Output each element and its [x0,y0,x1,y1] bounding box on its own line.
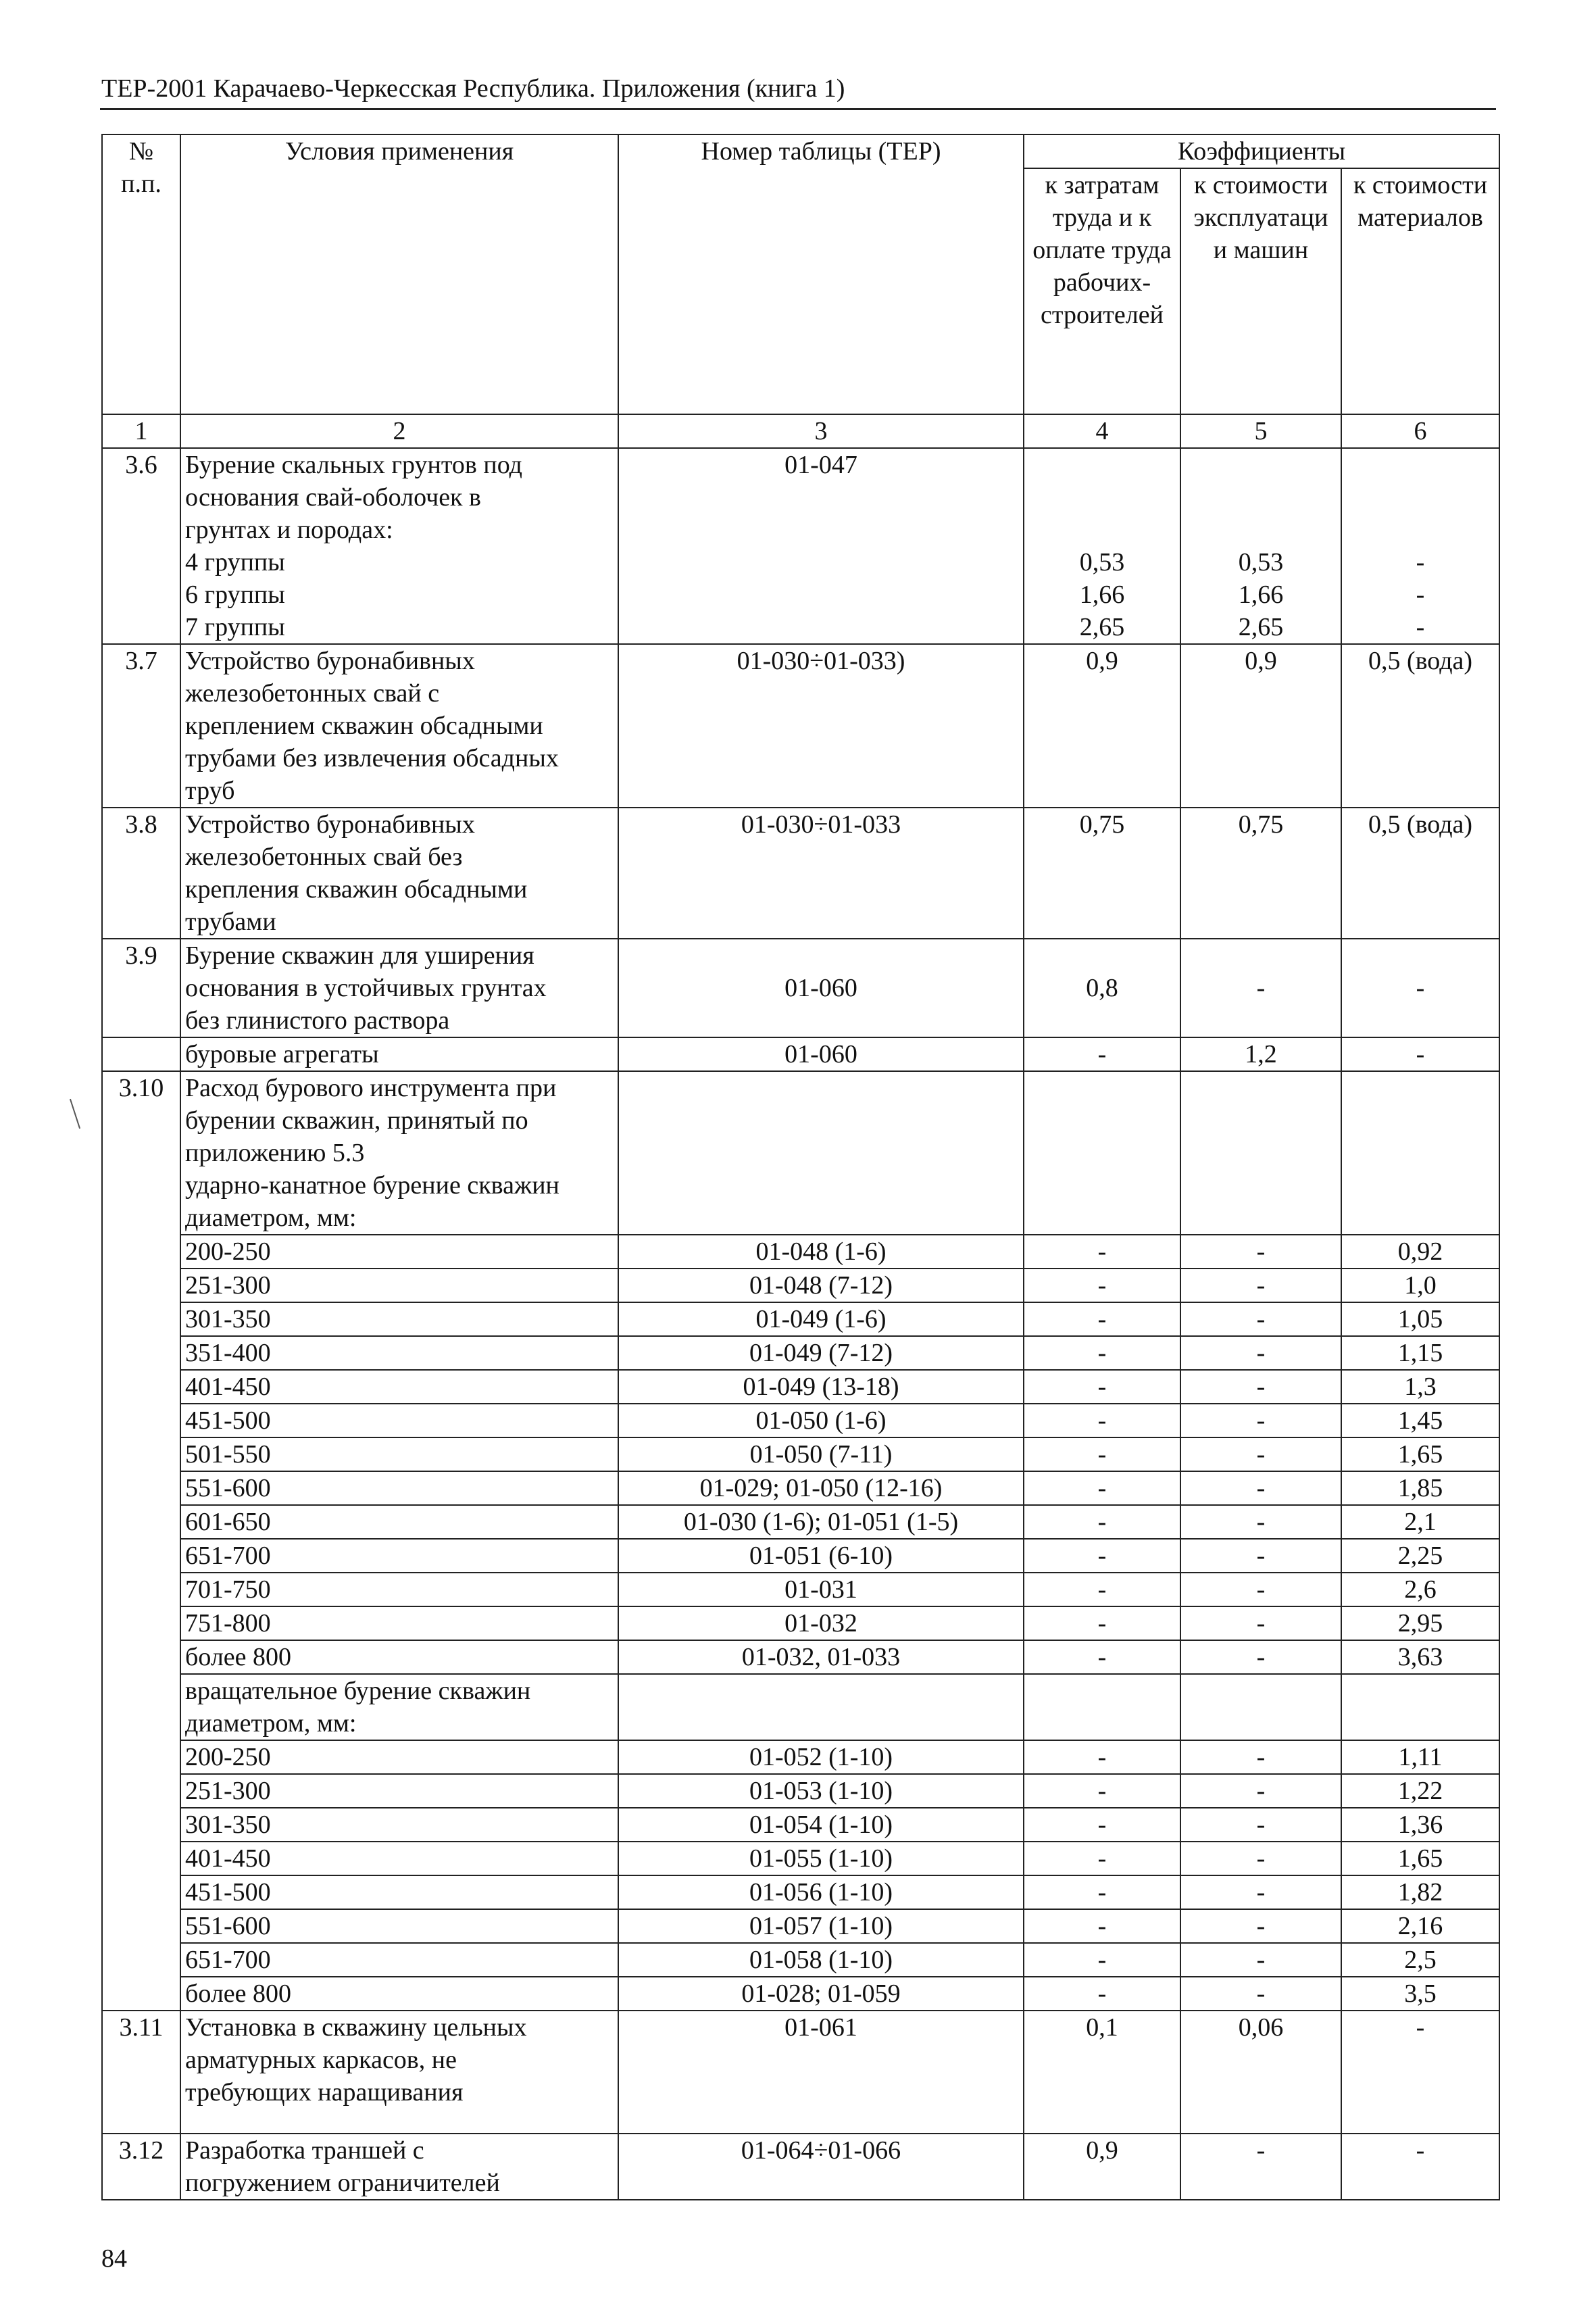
row-machine-coef: - [1180,1909,1341,1943]
row-table-number: 01-057 (1-10) [618,1909,1024,1943]
row-num [102,1235,180,1269]
row-labor-coef: - [1024,1875,1180,1909]
row-machine-coef: - [1180,1235,1341,1269]
table-row [102,1235,1499,1269]
row-machine-coef: - [1180,1774,1341,1808]
row-machine-coef: - [1180,1336,1341,1370]
row-num [102,1674,180,1740]
row-machine-coef: 1,2 [1180,1037,1341,1071]
row-table-number: 01-051 (6-10) [618,1539,1024,1573]
table-row [102,1808,1499,1842]
row-material-coef: 2,25 [1341,1539,1499,1573]
row-num [102,1640,180,1674]
row-labor-coef: - [1024,1842,1180,1875]
row-conditions: 351-400 [180,1336,618,1370]
table-row [102,1909,1499,1943]
row-machine-coef: - [1180,1842,1341,1875]
table-row [102,1606,1499,1640]
page-number: 84 [101,2244,127,2273]
row-machine-coef: - [1180,1875,1341,1909]
row-machine-coef: 0,9 [1180,644,1341,808]
row-conditions: 251-300 [180,1269,618,1302]
row-material-coef: - [1341,2011,1499,2134]
table-row [102,1875,1499,1909]
row-material-coef: 3,5 [1341,1977,1499,2011]
row-labor-coef: - [1024,1471,1180,1505]
row-conditions: Установка в скважину цельных арматурных каркасов, не требующих наращивания [180,2011,618,2134]
row-table-number: 01-060 [618,939,1024,1037]
row-labor-coef: - [1024,1977,1180,2011]
row-machine-coef: - [1180,1269,1341,1302]
row-conditions: 701-750 [180,1573,618,1606]
row-labor-coef: 0,75 [1024,808,1180,939]
row-conditions: 401-450 [180,1370,618,1404]
header-rule [100,108,1496,110]
table-row-3-7 [102,644,1499,808]
row-labor-coef: - [1024,1269,1180,1302]
row-labor-coef: - [1024,1505,1180,1539]
row-machine-coef: - [1180,1471,1341,1505]
row-conditions: Бурение скважин для уширения основания в устойчивых грунтах без глинистого раствора [180,939,618,1037]
row-material-coef: 1,45 [1341,1404,1499,1437]
row-labor-coef: 0,53 1,66 2,65 [1024,448,1180,644]
row-num: 3.9 [102,939,180,1037]
row-conditions: 601-650 [180,1505,618,1539]
row-labor-coef: - [1024,1302,1180,1336]
table-row [102,1573,1499,1606]
row-machine-coef: 0,53 1,66 2,65 [1180,448,1341,644]
table-row [102,1404,1499,1437]
row-conditions: Устройство буронабивных железобетонных свай без крепления скважин обсадными трубами [180,808,618,939]
row-labor-coef: - [1024,1606,1180,1640]
row-material-coef: 3,63 [1341,1640,1499,1674]
row-material-coef: - [1341,2134,1499,2200]
row-machine-coef: - [1180,1404,1341,1437]
row-num [102,1370,180,1404]
row-num [102,1842,180,1875]
row-machine-coef: - [1180,1370,1341,1404]
row-conditions: Расход бурового инструмента при бурении скважин, принятый по приложению 5.3 ударно-канатное бурение скважин диаметром, мм: [180,1071,618,1235]
row-table-number: 01-048 (1-6) [618,1235,1024,1269]
table-row [102,1943,1499,1977]
row-material-coef: - [1341,1037,1499,1071]
row-material-coef: 1,0 [1341,1269,1499,1302]
table-row [102,1269,1499,1302]
row-material-coef: 2,1 [1341,1505,1499,1539]
row-material-coef: 1,82 [1341,1875,1499,1909]
table-row-3-6 [102,448,1499,644]
row-table-number: 01-054 (1-10) [618,1808,1024,1842]
row-conditions: 451-500 [180,1875,618,1909]
row-table-number: 01-060 [618,1037,1024,1071]
row-labor-coef: - [1024,1808,1180,1842]
row-num [102,1808,180,1842]
row-material-coef: 2,95 [1341,1606,1499,1640]
row-machine-coef: - [1180,1606,1341,1640]
table-row [102,1370,1499,1404]
row-num [102,1302,180,1336]
row-num [102,1573,180,1606]
row-material-coef: 2,5 [1341,1943,1499,1977]
table-row [102,1302,1499,1336]
row-material-coef: - [1341,939,1499,1037]
row-machine-coef: 0,06 [1180,2011,1341,2134]
row-num: 3.12 [102,2134,180,2200]
row-labor-coef: - [1024,1539,1180,1573]
row-machine-coef: 0,75 [1180,808,1341,939]
row-labor-coef: - [1024,1909,1180,1943]
row-labor-coef: - [1024,1943,1180,1977]
row-conditions: 200-250 [180,1740,618,1774]
row-conditions: 551-600 [180,1909,618,1943]
row-material-coef: - - - [1341,448,1499,644]
colnum: 6 [1341,414,1499,448]
colnum: 2 [180,414,618,448]
row-table-number: 01-053 (1-10) [618,1774,1024,1808]
row-num [102,1404,180,1437]
row-conditions: более 800 [180,1977,618,2011]
row-labor-coef: 0,8 [1024,939,1180,1037]
header-coefficients: Коэффициенты [1024,134,1499,168]
row-table-number: 01-030÷01-033) [618,644,1024,808]
row-conditions: 651-700 [180,1943,618,1977]
row-material-coef: 1,85 [1341,1471,1499,1505]
table-row [102,1437,1499,1471]
table-row-3-10 [102,1071,1499,1235]
table-row [102,1977,1499,2011]
row-machine-coef: - [1180,1640,1341,1674]
empty-cell [618,1674,1024,1740]
row-material-coef: 0,92 [1341,1235,1499,1269]
row-labor-coef: - [1024,1235,1180,1269]
table-row [102,1842,1499,1875]
row-num [102,1037,180,1071]
row-labor-coef: 0,1 [1024,2011,1180,2134]
row-conditions: 301-350 [180,1302,618,1336]
row-conditions: вращательное бурение скважин диаметром, мм: [180,1674,618,1740]
row-num [102,1471,180,1505]
row-table-number: 01-032, 01-033 [618,1640,1024,1674]
header-material-coef: к стоимости материалов [1341,168,1499,414]
row-material-coef: 1,05 [1341,1302,1499,1336]
row-conditions: 401-450 [180,1842,618,1875]
row-conditions: 501-550 [180,1437,618,1471]
row-labor-coef: - [1024,1037,1180,1071]
row-table-number: 01-061 [618,2011,1024,2134]
row-machine-coef: - [1180,2134,1341,2200]
header-table-number: Номер таблицы (ТЕР) [618,134,1024,414]
empty-cell [1024,1674,1180,1740]
table-row [102,1505,1499,1539]
row-material-coef: 2,6 [1341,1573,1499,1606]
row-table-number: 01-032 [618,1606,1024,1640]
row-material-coef: 1,15 [1341,1336,1499,1370]
colnum: 3 [618,414,1024,448]
row-labor-coef: - [1024,1774,1180,1808]
row-table-number: 01-058 (1-10) [618,1943,1024,1977]
row-labor-coef: - [1024,1437,1180,1471]
row-machine-coef: - [1180,1977,1341,2011]
row-conditions: Разработка траншей с погружением ограничителей [180,2134,618,2200]
row-conditions: 751-800 [180,1606,618,1640]
column-numbers-row [102,414,1499,448]
row-table-number: 01-028; 01-059 [618,1977,1024,2011]
row-material-coef: 0,5 (вода) [1341,644,1499,808]
row-num [102,1336,180,1370]
row-material-coef: 1,11 [1341,1740,1499,1774]
row-table-number: 01-055 (1-10) [618,1842,1024,1875]
row-table-number: 01-030 (1-6); 01-051 (1-5) [618,1505,1024,1539]
page-header: ТЕР-2001 Карачаево-Черкесская Республика. Приложения (книга 1) [101,74,845,103]
empty-cell [1341,1674,1499,1740]
row-material-coef: 2,16 [1341,1909,1499,1943]
row-conditions: 200-250 [180,1235,618,1269]
row-conditions: 251-300 [180,1774,618,1808]
row-labor-coef: - [1024,1573,1180,1606]
row-table-number: 01-049 (7-12) [618,1336,1024,1370]
empty-cell [1180,1674,1341,1740]
row-table-number: 01-030÷01-033 [618,808,1024,939]
row-num: 3.10 [102,1071,180,1235]
row-num: 3.11 [102,2011,180,2134]
row-conditions: 551-600 [180,1471,618,1505]
colnum: 5 [1180,414,1341,448]
coefficients-table [101,134,1500,2200]
row-material-coef: 1,36 [1341,1808,1499,1842]
row-labor-coef: - [1024,1336,1180,1370]
row-table-number: 01-048 (7-12) [618,1269,1024,1302]
row-table-number: 01-049 (1-6) [618,1302,1024,1336]
table-row [102,1640,1499,1674]
row-material-coef: 1,22 [1341,1774,1499,1808]
row-material-coef: 0,5 (вода) [1341,808,1499,939]
row-machine-coef: - [1180,1539,1341,1573]
row-num [102,1269,180,1302]
row-conditions: Устройство буронабивных железобетонных свай с креплением скважин обсадными трубами без извлечения обсадных труб [180,644,618,808]
row-machine-coef: - [1180,939,1341,1037]
row-material-coef: 1,65 [1341,1842,1499,1875]
header-labor-coef: к затратам труда и к оплате труда рабочих-строителей [1024,168,1180,414]
header-machine-coef: к стоимости эксплуатаци и машин [1180,168,1341,414]
row-labor-coef: - [1024,1740,1180,1774]
row-conditions: 451-500 [180,1404,618,1437]
header-conditions: Условия применения [180,134,618,414]
row-num: 3.7 [102,644,180,808]
row-num [102,1909,180,1943]
row-machine-coef: - [1180,1302,1341,1336]
row-conditions: более 800 [180,1640,618,1674]
row-machine-coef: - [1180,1505,1341,1539]
row-table-number: 01-031 [618,1573,1024,1606]
row-material-coef: 1,65 [1341,1437,1499,1471]
table-row [102,1336,1499,1370]
row-table-number: 01-050 (1-6) [618,1404,1024,1437]
row-machine-coef: - [1180,1573,1341,1606]
margin-mark [70,1099,80,1129]
row-labor-coef: - [1024,1404,1180,1437]
table-row-3-11 [102,2011,1499,2134]
row-labor-coef: - [1024,1370,1180,1404]
row-conditions: 651-700 [180,1539,618,1573]
row-conditions: 301-350 [180,1808,618,1842]
table-row-3-9 [102,939,1499,1037]
row-num [102,1437,180,1471]
row-conditions: буровые агрегаты [180,1037,618,1071]
row-table-number: 01-047 [618,448,1024,644]
row-table-number: 01-050 (7-11) [618,1437,1024,1471]
row-machine-coef: - [1180,1437,1341,1471]
row-num: 3.6 [102,448,180,644]
row-labor-coef: 0,9 [1024,2134,1180,2200]
row-machine-coef: - [1180,1740,1341,1774]
row-num [102,1943,180,1977]
table-row-3-8 [102,808,1499,939]
row-conditions: Бурение скальных грунтов под основания свай-оболочек в грунтах и породах: 4 группы 6 группы 7 группы [180,448,618,644]
table-row-3-9-aggregates [102,1037,1499,1071]
colnum: 4 [1024,414,1180,448]
row-machine-coef: - [1180,1808,1341,1842]
table-row [102,1539,1499,1573]
table-row [102,1740,1499,1774]
row-labor-coef: 0,9 [1024,644,1180,808]
row-machine-coef: - [1180,1943,1341,1977]
table-row-3-12 [102,2134,1499,2200]
row-table-number: 01-029; 01-050 (12-16) [618,1471,1024,1505]
colnum: 1 [102,414,180,448]
row-labor-coef: - [1024,1640,1180,1674]
table-row [102,1774,1499,1808]
row-table-number: 01-056 (1-10) [618,1875,1024,1909]
row-num [102,1977,180,2011]
row-table-number: 01-064÷01-066 [618,2134,1024,2200]
row-num [102,1539,180,1573]
row-num [102,1875,180,1909]
header-num: № п.п. [102,134,180,414]
table-row-rotary-heading [102,1674,1499,1740]
row-num [102,1774,180,1808]
table-row [102,1471,1499,1505]
row-num [102,1505,180,1539]
row-table-number: 01-052 (1-10) [618,1740,1024,1774]
row-table-number: 01-049 (13-18) [618,1370,1024,1404]
row-num [102,1606,180,1640]
row-num: 3.8 [102,808,180,939]
row-material-coef: 1,3 [1341,1370,1499,1404]
row-num [102,1740,180,1774]
